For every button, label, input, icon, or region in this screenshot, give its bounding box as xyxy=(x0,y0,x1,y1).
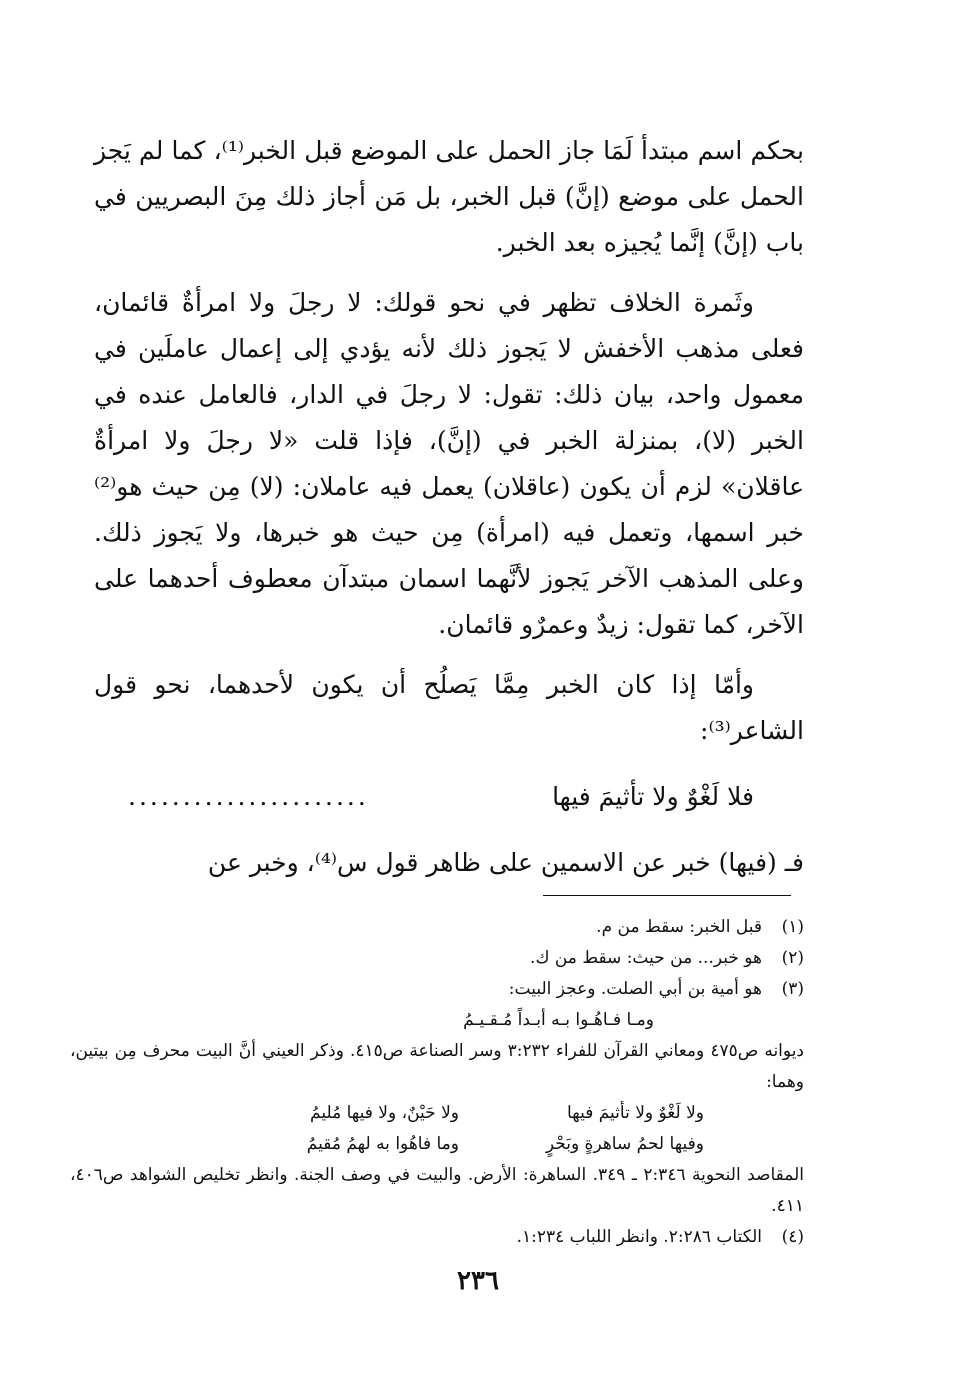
verse-second-hemistich: ولا حَيْنٌ، ولا فيها مُليمُ xyxy=(310,1103,459,1123)
verse-line xyxy=(94,768,804,834)
footnote-text: هو خبر... من حيث: سقط من ك. xyxy=(530,948,762,968)
verse-first-hemistich: وفيها لحمُ ساهرةٍ وبَحْرٍ xyxy=(545,1134,704,1154)
verse-omitted-dots: ...................... xyxy=(128,782,369,811)
verse-first-hemistich: ولا لَغْوٌ ولا تأثيمَ فيها xyxy=(567,1103,704,1123)
footnote-number: (٣) xyxy=(781,979,804,999)
main-text xyxy=(94,128,804,900)
paragraph-1: بحكم اسم مبتدأ لَمَا جاز الحمل على الموضع قبل الخبر⁽¹⁾، كما لم يَجز الحمل على موضع (إنَّ) قبل الخبر، بل مَن أجاز ذلك مِنَ البصريين في باب (إنَّ) إنَّما يُجيزه بعد الخبر. xyxy=(94,136,804,257)
verse-second-hemistich: وما فاهُوا به لهمُ مُقيمُ xyxy=(306,1134,459,1154)
footnote-3 xyxy=(70,974,804,1005)
footnote-3-verse-2 xyxy=(70,1129,804,1160)
footnote-separator xyxy=(543,895,791,896)
footnote-3-verse: ومـا فـاهُـوا بـه أبـداً مُـقـيـمُ xyxy=(463,1010,654,1030)
footnote-number: (٢) xyxy=(781,948,804,968)
footnote-text: هو أمية بن أبي الصلت. وعجز البيت: xyxy=(508,979,762,999)
footnotes xyxy=(70,912,804,1253)
footnote-4 xyxy=(70,1222,804,1253)
paragraph-4: فـ (فيها) خبر عن الاسمين على ظاهر قول س⁽⁴⁾، وخبر عن xyxy=(207,848,804,877)
footnote-text: قبل الخبر: سقط من م. xyxy=(596,917,762,937)
footnote-3-sources: ديوانه ص٤٧٥ ومعاني القرآن للفراء ٣:٢٣٢ وسر الصناعة ص٤١٥. وذكر العيني أنَّ البيت محرف مِن بيتين، وهما: xyxy=(70,1041,804,1092)
paragraph-3: وأمّا إذا كان الخبر مِمَّا يَصلُح أن يكون لأحدهما، نحو قول الشاعر⁽³⁾: xyxy=(94,670,804,745)
footnote-3-references: المقاصد النحوية ٢:٣٤٦ ـ ٣٤٩. الساهرة: الأرض. والبيت في وصف الجنة. وانظر تخليص الشواهد ص٤٠٦، ٤١١. xyxy=(70,1165,804,1216)
footnote-text: الكتاب ٢:٢٨٦. وانظر اللباب ١:٢٣٤. xyxy=(516,1227,762,1247)
footnote-2 xyxy=(70,943,804,974)
footnote-3-verse-1 xyxy=(70,1098,804,1129)
verse-first-hemistich: فلا لَغْوٌ ولا تأثيمَ فيها xyxy=(552,782,754,811)
footnote-1 xyxy=(70,912,804,943)
paragraph-2: وثَمرة الخلاف تظهر في نحو قولك: لا رجلَ ولا امرأةٌ قائمان، فعلى مذهب الأخفش لا يَجوز ذلك لأنه يؤدي إلى إعمال عاملَين في معمول واحد، بيان ذلك: تقول: لا رجلَ في الدار، فالعامل عنده في الخبر (لا)، بمنزلة الخبر في (إنَّ)، فإذا قلت «لا رجلَ ولا امرأةٌ عاقلان» لزم أن يكون (عاقلان) يعمل فيه عاملان: (لا) مِن حيث هو⁽²⁾ خبر اسمها، وتعمل فيه (امرأة) مِن حيث هو خبرها، ولا يَجوز ذلك. وعلى المذهب الآخر يَجوز لأنَّهما اسمان مبتدآن معطوف أحدهما على الآخر، كما تقول: زيدٌ وعمرٌو قائمان. xyxy=(94,288,804,639)
footnote-number: (٤) xyxy=(781,1227,804,1247)
footnote-number: (١) xyxy=(781,917,804,937)
page-number: ٢٣٦ xyxy=(457,1266,499,1296)
